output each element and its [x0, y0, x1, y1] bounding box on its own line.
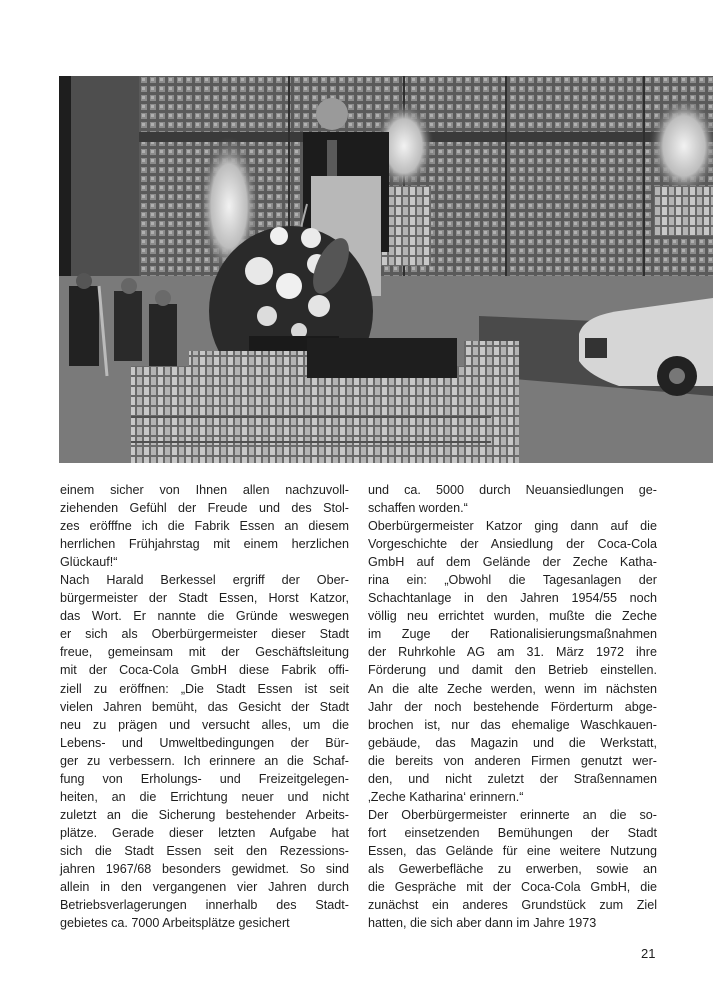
text-line: Der Oberbürgermeister erinnerte an die so-	[368, 807, 657, 822]
text-line: einem sicher von Ihnen allen nachzuvoll-	[60, 483, 349, 497]
text-line: Lebens- und Umweltbedingungen der Bür-	[60, 735, 349, 750]
photo-illustration	[59, 76, 713, 463]
text-line: ziell zu eröffnen: „Die Stadt Essen ist seit	[60, 681, 349, 696]
text-line: das Wort. Er nannte die Gründe weswegen	[60, 609, 349, 624]
paragraph	[60, 481, 349, 571]
text-line: Nach Harald Berkessel ergriff der Ober-	[60, 573, 349, 588]
text-line: im Zuge der Rationalisierungsmaßnahmen	[368, 627, 657, 642]
text-line: freue, gemeinsam mit der Geschäftsleitung	[60, 645, 349, 660]
paragraph	[368, 481, 657, 517]
text-line: brochen ist, nur das ehemalige Waschkauen-	[368, 717, 657, 732]
text-line: Betriebsverlagerungen innerhalb des Stadt-	[60, 898, 349, 913]
text-line: Jahr der noch bestehende Förderturm abge-	[368, 699, 657, 714]
text-line: Schachtanlage in den Jahren 1954/55 noch	[368, 591, 657, 606]
text-line: als Gewerbefläche zu erwerben, sowie an	[368, 861, 657, 876]
text-line: fort einsetzenden Bemühungen der Stadt	[368, 825, 657, 840]
text-line: ger zu verbessern. Ich erinnere an die Schaf-	[60, 753, 349, 768]
text-line: schaffen worden.“	[368, 501, 468, 516]
text-line: gebietes ca. 7000 Arbeitsplätze gesichert	[60, 916, 290, 931]
text-line: jahren 1967/68 besonders gewidmet. So sind	[60, 861, 349, 876]
text-line: vielen Jahren bemüht, das Gesicht der Stadt	[60, 699, 349, 714]
text-column-right	[368, 481, 657, 932]
text-line: An die alte Zeche werden, wenn im nächsten	[368, 681, 657, 696]
text-line: fung von Erholungs- und Freizeitgelegen-	[60, 771, 349, 786]
text-line: heiten, an die Errichtung neuer und nicht	[60, 789, 349, 804]
text-line: sich die Stadt Essen seit den Rezessions-	[60, 843, 349, 858]
paragraph	[368, 517, 657, 806]
text-line: Förderung und damit den Betrieb einstellen.	[368, 663, 657, 678]
event-photo	[59, 76, 713, 463]
text-line: die bereits von anderen Firmen genutzt wer-	[368, 753, 657, 768]
text-line: Glückauf!“	[60, 555, 118, 570]
text-line: zunächst ein anderes Grundstück zum Ziel	[368, 898, 657, 913]
paragraph	[60, 571, 349, 932]
text-line: hatten, die sich aber dann im Jahre 1973	[368, 916, 597, 931]
text-line: und ca. 5000 durch Neuansiedlungen ge-	[368, 483, 657, 497]
text-line: zes eröfffne ich die Fabrik Essen an diesem	[60, 519, 349, 534]
text-line: er sich als Oberbürgermeister dieser Stadt	[60, 627, 349, 642]
text-line: rina ein: „Obwohl die Tagesanlagen der	[368, 573, 657, 588]
text-line: plätze. Gerade dieser letzten Aufgabe hat	[60, 825, 349, 840]
text-line: Vorgeschichte der Ansiedlung der Coca-Cola	[368, 537, 657, 552]
text-line: GmbH auf dem Gelände der Zeche Katha-	[368, 555, 657, 570]
text-line: der Ruhrkohle AG am 31. März 1972 ihre	[368, 645, 657, 660]
text-line: den, und nicht zuletzt der Straßennamen	[368, 771, 657, 786]
paragraph	[368, 806, 657, 932]
text-line: die Gespräche mit der Coca-Cola GmbH, die	[368, 880, 657, 895]
text-line: herrlichen Frühjahrstag mit einem herzlichen	[60, 537, 349, 552]
page-number: 21	[641, 946, 656, 961]
text-line: allein in den vergangenen vier Jahren durch	[60, 880, 349, 895]
text-line: gebäude, das Magazin und die Werkstatt,	[368, 735, 657, 750]
text-line: mit der Coca-Cola GmbH diese Fabrik offi-	[60, 663, 349, 678]
text-line: neu zu prägen und versucht alles, um die	[60, 717, 349, 732]
text-column-left	[60, 481, 349, 932]
text-line: Essen, das Gelände für eine weitere Nutzung	[368, 843, 657, 858]
text-line: zuletzt an die Sicherung bestehender Arbeits-	[60, 807, 349, 822]
text-line: Oberbürgermeister Katzor ging dann auf die	[368, 519, 657, 534]
text-line: ‚Zeche Katharina‘ erinnern.“	[368, 789, 524, 804]
text-line: völlig neu errichtet wurden, mußte die Zeche	[368, 609, 657, 624]
text-line: ziehenden Gefühl der Freude und des Stol-	[60, 501, 349, 516]
text-line: bürgermeister der Stadt Essen, Horst Katzor,	[60, 591, 349, 606]
